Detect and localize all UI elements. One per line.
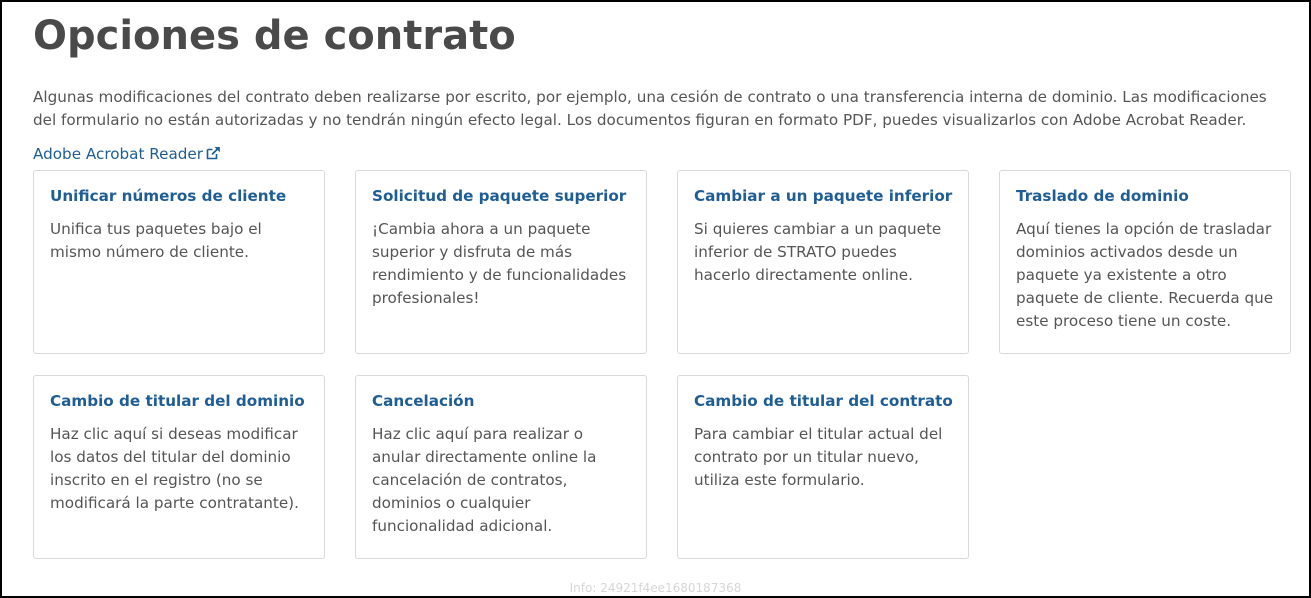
card-description: Unifica tus paquetes bajo el mismo número de cliente.	[50, 220, 262, 261]
card-description: Aquí tienes la opción de trasladar dominios activados desde un paquete ya existente a otro paquete de cliente. Recuerda que este proceso tiene un coste.	[1016, 220, 1274, 330]
intro-text: Algunas modificaciones del contrato deben realizarse por escrito, por ejemplo, una cesión de contrato o una transferencia interna de dominio. Las modificaciones del formulario no están autorizadas y no tendrán ningún efecto legal. Los documentos figuran en formato PDF, puedes visualizarlos con Adobe Acrobat Reader.	[33, 88, 1267, 129]
card-description: ¡Cambia ahora a un paquete superior y disfruta de más rendimiento y de funcionalidades profesionales!	[372, 220, 627, 307]
card-title[interactable]: Cambio de titular del dominio	[50, 392, 305, 410]
card-cancelacion[interactable]	[355, 375, 647, 559]
card-description: Si quieres cambiar a un paquete inferior de STRATO puedes hacerlo directamente online.	[694, 220, 942, 284]
external-link-icon	[206, 144, 221, 167]
card-title[interactable]: Solicitud de paquete superior	[372, 187, 627, 205]
card-title[interactable]: Cancelación	[372, 392, 475, 410]
card-title[interactable]: Traslado de dominio	[1016, 187, 1189, 205]
adobe-acrobat-reader-link[interactable]	[33, 143, 221, 167]
card-title[interactable]: Unificar números de cliente	[50, 187, 287, 205]
footer-info-id: Info: 24921f4ee1680187368	[569, 581, 742, 595]
card-description: Para cambiar el titular actual del contrato por un titular nuevo, utiliza este formulario.	[694, 425, 943, 489]
page-header	[33, 10, 1291, 167]
card-traslado-de-dominio[interactable]	[999, 170, 1291, 354]
card-description: Haz clic aquí para realizar o anular directamente online la cancelación de contratos, dominios o cualquier funcionalidad adicional.	[372, 425, 597, 535]
card-title[interactable]: Cambiar a un paquete inferior	[694, 187, 953, 205]
adobe-acrobat-reader-link-label: Adobe Acrobat Reader	[33, 145, 204, 163]
card-cambiar-a-un-paquete-inferior[interactable]	[677, 170, 969, 354]
card-title[interactable]: Cambio de titular del contrato	[694, 392, 953, 410]
card-solicitud-de-paquete-superior[interactable]	[355, 170, 647, 354]
card-cambio-de-titular-del-dominio[interactable]	[33, 375, 325, 559]
contract-options-grid	[33, 170, 1291, 559]
page-title: Opciones de contrato	[33, 13, 516, 59]
card-description: Haz clic aquí si deseas modificar los datos del titular del dominio inscrito en el registro (no se modificará la parte contratante).	[50, 425, 299, 512]
card-cambio-de-titular-del-contrato[interactable]	[677, 375, 969, 559]
card-unificar-numeros-de-cliente[interactable]	[33, 170, 325, 354]
